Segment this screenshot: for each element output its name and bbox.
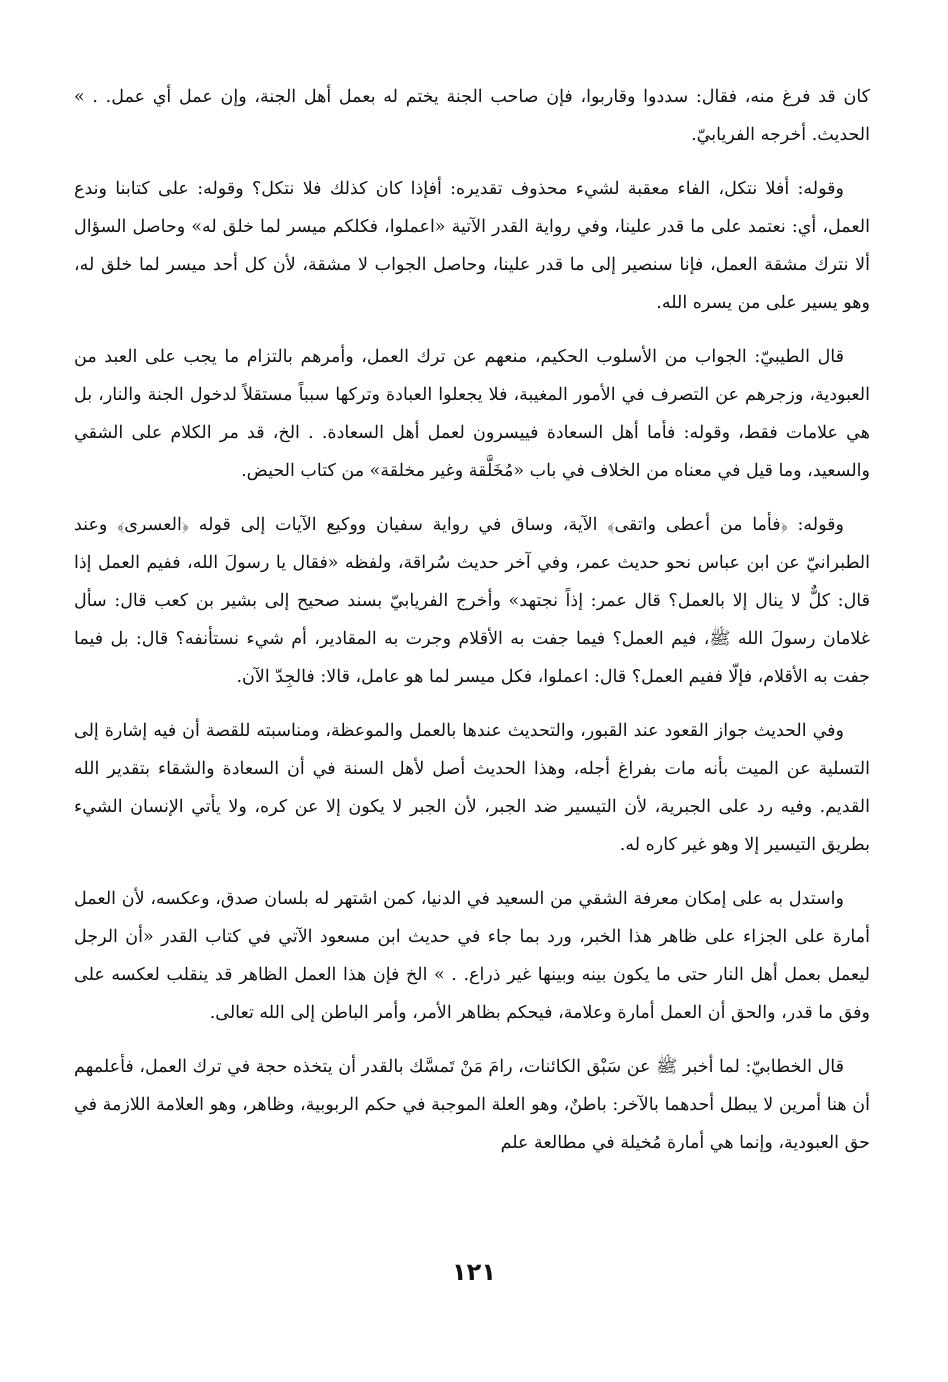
paragraph-1: كان قد فرغ منه، فقال: سددوا وقاربوا، فإن صاحب الجنة يختم له بعمل أهل الجنة، وإن عمل أي عمل. . » الحديث. أخرجه الفريابيّ. — [74, 87, 870, 145]
paragraph-5: وفي الحديث جواز القعود عند القبور، والتحديث عندها بالعمل والموعظة، ومناسبته للقصة أن فيه إشارة إلى التسلية عن الميت بأنه مات بفراغ أجله، وهذا الحديث أصل لأهل السنة في أن السعادة والشقاء بتقدير الله القديم. وفيه رد على الجبرية، لأن التيسير ضد الجبر، لأن الجبر لا يكون إلا عن كره، ولا يأتي الإنسان الشيء بطريق التيسير إلا وهو غير كاره له. — [74, 721, 870, 855]
page-number: ١٢١ — [452, 1258, 496, 1286]
paragraph-2: وقوله: أفلا نتكل، الفاء معقبة لشيء محذوف تقديره: أفإذا كان كذلك فلا نتكل؟ وقوله: على كتابنا وندع العمل، أي: نعتمد على ما قدر علينا، وفي رواية القدر الآتية «اعملوا، فكلكم ميسر لما خلق له» وحاصل السؤال ألا نترك مشقة العمل، فإنا سنصير إلى ما قدر علينا، وحاصل الجواب لا مشقة، لأن كل أحد ميسر لما خلق له، وهو يسير على من يسره الله. — [74, 179, 870, 313]
paragraph-6: واستدل به على إمكان معرفة الشقي من السعيد في الدنيا، كمن اشتهر له بلسان صدق، وعكسه، لأن العمل أمارة على الجزاء على ظاهر هذا الخبر، ورد بما جاء في حديث ابن مسعود الآتي في كتاب القدر «أن الرجل ليعمل بعمل أهل النار حتى ما يكون بينه وبينها غير ذراع. . » الخ فإن هذا العمل الظاهر قد ينقلب لعكسه على وفق ما قدر، والحق أن العمل أمارة وعلامة، فيحكم بظاهر الأمر، وأمر الباطن إلى الله تعالى. — [74, 889, 870, 1023]
page-body — [74, 78, 870, 1178]
paragraph-4: وقوله: ﴿فأما من أعطى واتقى﴾ الآية، وساق في رواية سفيان ووكيع الآيات إلى قوله ﴿العسرى﴾ وعند الطبرانيّ عن ابن عباس نحو حديث عمر، وفي آخر حديث سُراقة، ولفظه «فقال يا رسولَ الله، ففيم العمل إذا قال: كلٌّ لا ينال إلا بالعمل؟ قال عمر: إذاً نجتهد» وأخرج الفريابيّ بسند صحيح إلى بشير بن كعب قال: سأل غلامان رسولَ الله ﷺ، فيم العمل؟ فيما جفت به الأقلام وجرت به المقادير، أم شيء نستأنفه؟ قال: بل فيما جفت به الأقلام، فإلّا ففيم العمل؟ قال: اعملوا، فكل ميسر لما هو عامل، قالا: فالجِدّ الآن. — [74, 515, 870, 687]
paragraph-7: قال الخطابيّ: لما أخبر ﷺ عن سَبْق الكائنات، رامَ مَنْ تَمسَّك بالقدر أن يتخذه حجة في ترك العمل، فأعلمهم أن هنا أمرين لا يبطل أحدهما بالآخر: باطنٌ، وهو العلة الموجبة في حكم الربوبية، وظاهر، وهو العلامة اللازمة في حق العبودية، وإنما هي أمارة مُخيلة في مطالعة علم — [74, 1057, 870, 1153]
paragraph-3: قال الطيبيّ: الجواب من الأسلوب الحكيم، منعهم عن ترك العمل، وأمرهم بالتزام ما يجب على العبد من العبودية، وزجرهم عن التصرف في الأمور المغيبة، فلا يجعلوا العبادة وتركها سبباً مستقلاً لدخول الجنة والنار، بل هي علامات فقط، وقوله: فأما أهل السعادة فييسرون لعمل أهل السعادة. . الخ، قد مر الكلام على الشقي والسعيد، وما قيل في معناه من الخلاف في باب «مُخَلَّقة وغير مخلقة» من كتاب الحيض. — [74, 347, 870, 481]
